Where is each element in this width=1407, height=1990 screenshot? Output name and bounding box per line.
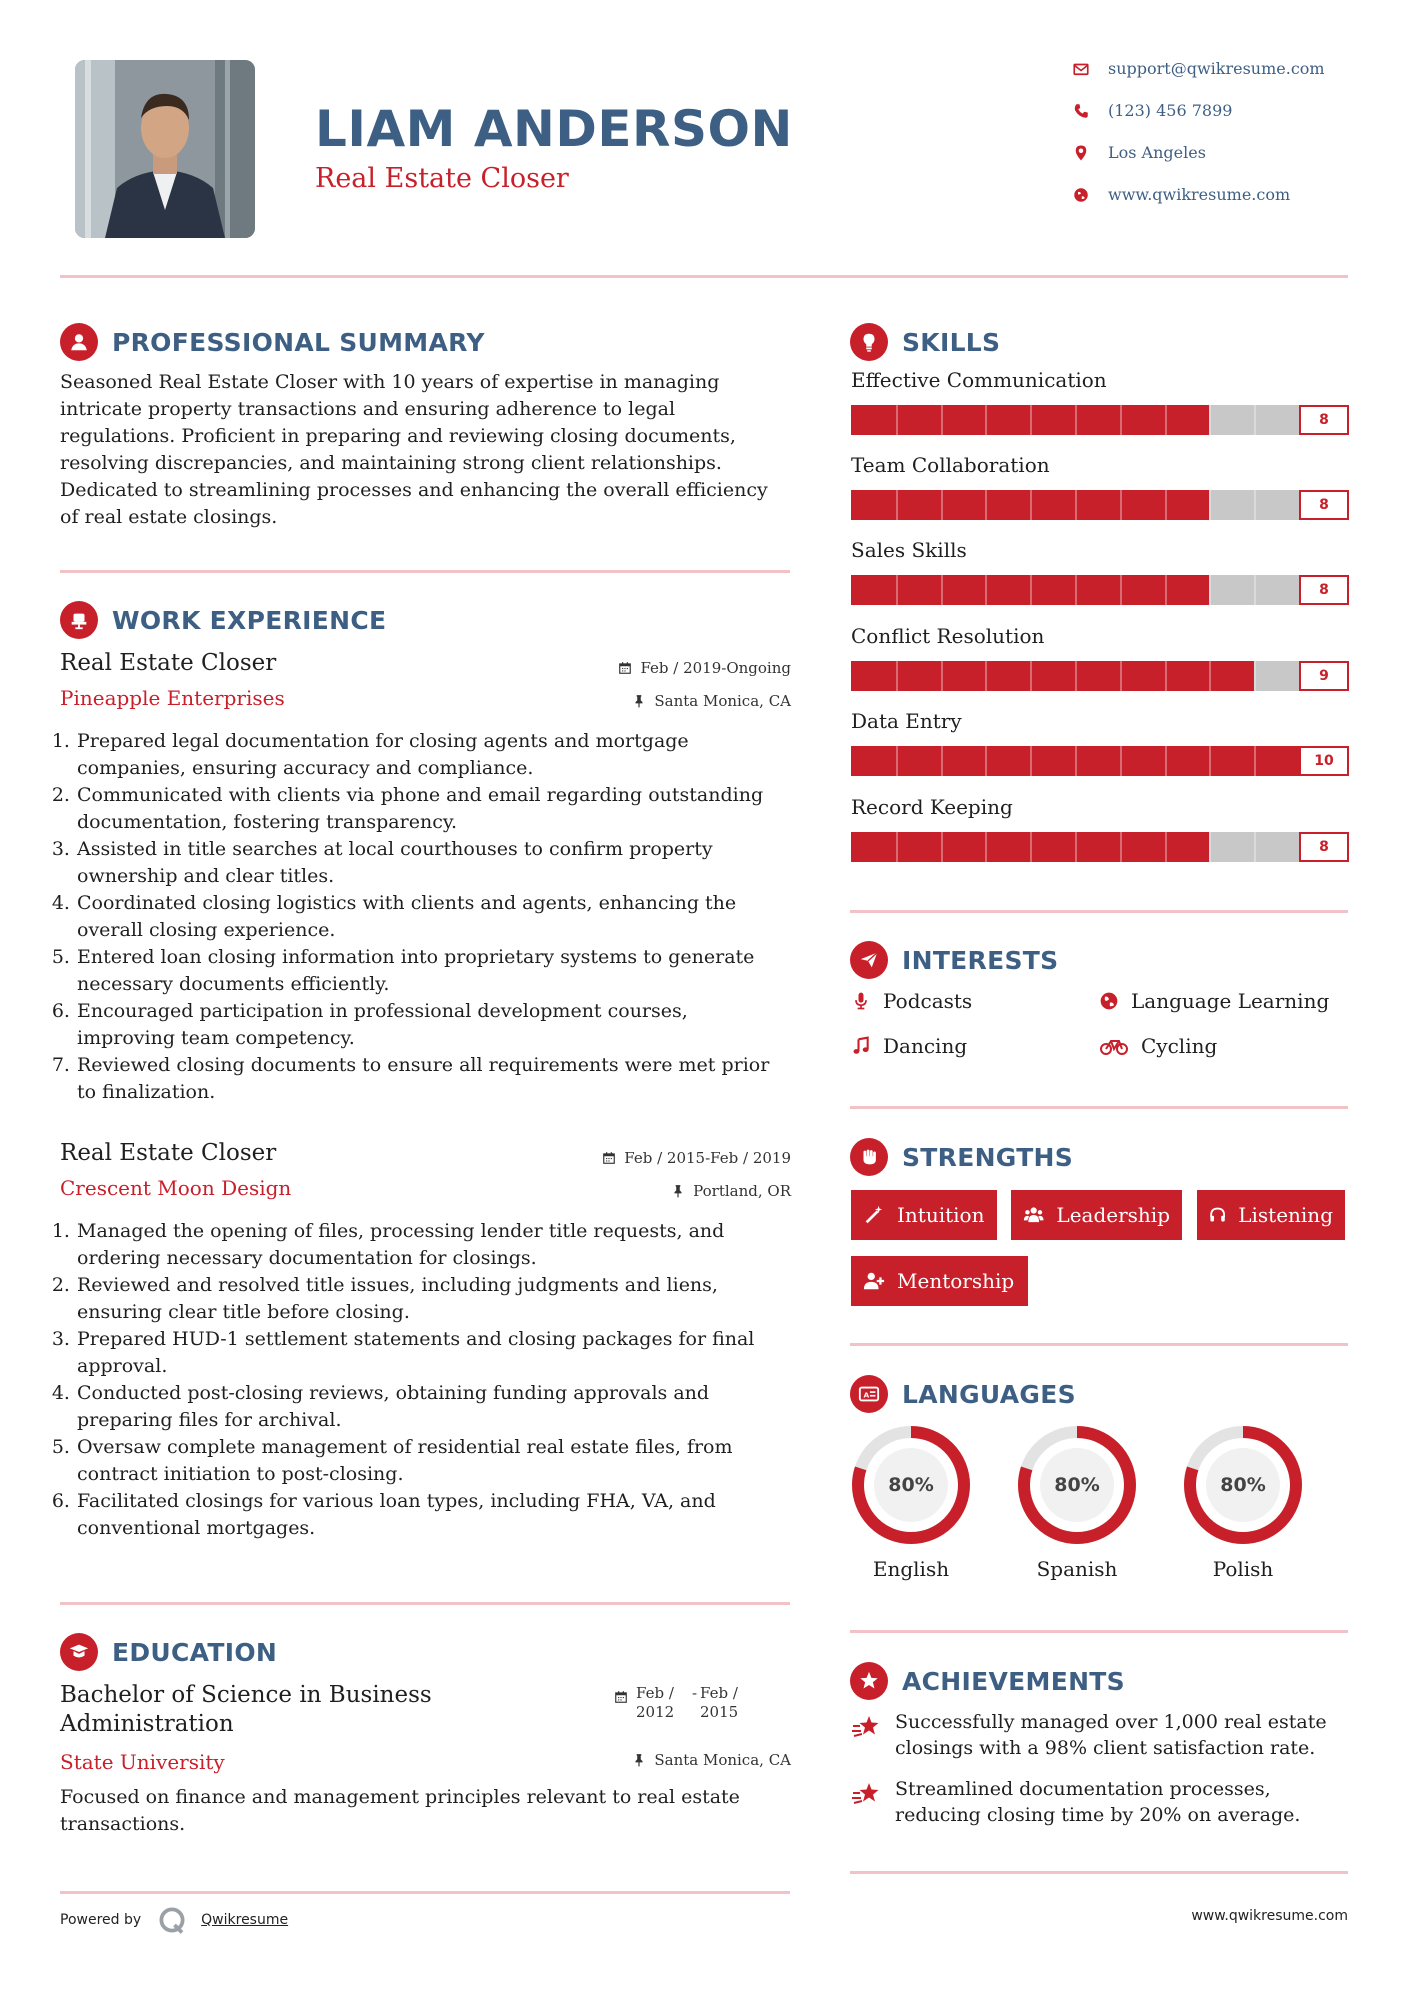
- skill-bar-segment: [941, 575, 943, 605]
- language-spanish: [1015, 1423, 1139, 1581]
- map-pin-icon: [1072, 144, 1090, 162]
- skill-bar-segment: [1120, 490, 1122, 520]
- skill-item: [851, 624, 1349, 709]
- strength-intuition: Intuition: [851, 1190, 997, 1240]
- skill-bar-segment: [1030, 832, 1032, 862]
- job-1-location: Santa Monica, CA: [560, 692, 791, 710]
- skill-bar: [851, 405, 1349, 435]
- skill-bar-segment: [985, 490, 987, 520]
- experience-divider: [60, 1602, 790, 1605]
- skill-bar-segment: [985, 746, 987, 776]
- achievement-item: Successfully managed over 1,000 real estate closings with a 98% client satisfaction rate.: [851, 1709, 1348, 1761]
- skill-bar-segment: [941, 490, 943, 520]
- contact-location: [1072, 143, 1206, 162]
- job-2-location: Portland, OR: [560, 1182, 791, 1200]
- headphones-icon: [1209, 1204, 1226, 1226]
- skill-bar-segment: [985, 405, 987, 435]
- skill-bar-segment: [1165, 490, 1167, 520]
- language-name: Spanish: [1036, 1557, 1118, 1581]
- skill-bar-segment: [985, 575, 987, 605]
- strengths-heading: STRENGTHS: [850, 1138, 1073, 1176]
- contact-website[interactable]: [1072, 185, 1290, 204]
- skill-bar-segment: [1030, 575, 1032, 605]
- skill-bar: [851, 575, 1349, 605]
- contact-phone[interactable]: [1072, 101, 1232, 120]
- skill-bar-segment: [1075, 832, 1077, 862]
- contact-location-text: Los Angeles: [1108, 143, 1206, 162]
- skill-bar-segment: [1209, 575, 1211, 605]
- skill-bar: [851, 661, 1349, 691]
- list-item: 4. Conducted post-closing reviews, obtaining funding approvals and preparing files for archival.: [76, 1380, 788, 1434]
- list-item: 3. Prepared HUD-1 settlement statements and closing packages for final approval.: [76, 1326, 788, 1380]
- language-level: 80%: [1220, 1474, 1266, 1496]
- user-plus-icon: [863, 1270, 885, 1292]
- skill-bar-segment: [1209, 832, 1211, 862]
- contact-email[interactable]: [1072, 59, 1325, 78]
- interest-language-learning: Language Learning: [1099, 989, 1329, 1013]
- skills-divider: [850, 910, 1348, 913]
- skill-score: 8: [1299, 405, 1349, 435]
- skill-bar-segment: [1209, 746, 1211, 776]
- achievement-item: Streamlined documentation processes, reducing closing time by 20% on average.: [851, 1776, 1348, 1828]
- skill-bar-segment: [1075, 490, 1077, 520]
- job-2-duties: [58, 1218, 788, 1542]
- strength-mentorship: Mentorship: [851, 1256, 1028, 1306]
- skill-bar-segment: [941, 832, 943, 862]
- skill-item: [851, 795, 1349, 880]
- skill-bar-segment: [1165, 575, 1167, 605]
- skill-bar-segment: [1165, 746, 1167, 776]
- skill-bar-segment: [1254, 832, 1256, 862]
- star-badge-icon: [850, 1662, 888, 1700]
- experience-heading: WORK EXPERIENCE: [60, 601, 386, 639]
- education-start: Feb / 2012: [636, 1684, 675, 1721]
- skill-label: Record Keeping: [851, 795, 1013, 819]
- education-dates: [614, 1684, 750, 1722]
- skill-bar-segment: [896, 746, 898, 776]
- skill-score: 8: [1299, 832, 1349, 862]
- header-divider: [60, 275, 1348, 278]
- languages-divider: [850, 1630, 1348, 1633]
- skill-label: Sales Skills: [851, 538, 967, 562]
- envelope-icon: [1072, 60, 1090, 78]
- skill-bar-segment: [1120, 832, 1122, 862]
- education-school: State University: [60, 1750, 225, 1774]
- skill-bar-segment: [1209, 490, 1211, 520]
- briefcase-icon: [60, 601, 98, 639]
- summary-heading: PROFESSIONAL SUMMARY: [60, 323, 485, 361]
- skill-bar-segment: [1120, 661, 1122, 691]
- skill-item: [851, 453, 1349, 538]
- strength-listening: Listening: [1197, 1190, 1345, 1240]
- user-circle-icon: [60, 323, 98, 361]
- education-heading: EDUCATION: [60, 1633, 277, 1671]
- skill-bar-segment: [941, 405, 943, 435]
- interest-podcasts: Podcasts: [851, 989, 972, 1013]
- list-item: 2. Reviewed and resolved title issues, including judgments and liens, ensuring clear title before closing.: [76, 1272, 788, 1326]
- list-item: 1. Managed the opening of files, processing lender title requests, and ordering necessary documentation for closings.: [76, 1218, 788, 1272]
- globe-icon: [1099, 991, 1119, 1011]
- candidate-name: LIAM ANDERSON: [315, 100, 793, 158]
- skill-bar-segment: [1165, 661, 1167, 691]
- graduation-icon: [60, 1633, 98, 1671]
- skill-bar-segment: [1165, 405, 1167, 435]
- footer-website[interactable]: www.qwikresume.com: [1191, 1908, 1348, 1924]
- skill-bar-segment: [1120, 575, 1122, 605]
- skill-score: 8: [1299, 490, 1349, 520]
- skill-bar-segment: [1120, 746, 1122, 776]
- calendar-icon: [618, 661, 632, 675]
- list-item: 5. Oversaw complete management of residential real estate files, from contract initiation to post-closing.: [76, 1434, 788, 1488]
- users-icon: [1023, 1204, 1044, 1226]
- skill-item: [851, 709, 1349, 795]
- microphone-icon: [851, 991, 871, 1011]
- job-2-dates: Feb / 2015-Feb / 2019: [560, 1149, 791, 1167]
- skill-bar-segment: [1165, 832, 1167, 862]
- skills-list: [851, 368, 1349, 880]
- svg-text:A: A: [863, 1390, 870, 1400]
- interests-heading: INTERESTS: [850, 941, 1058, 979]
- profile-photo: [75, 60, 255, 238]
- interests-divider: [850, 1106, 1348, 1109]
- pushpin-icon: [671, 1184, 685, 1198]
- skill-bar-segment: [896, 405, 898, 435]
- fist-icon: [850, 1138, 888, 1176]
- achievements-divider: [850, 1871, 1348, 1874]
- skill-bar-segment: [1209, 405, 1211, 435]
- skill-bar-segment: [1030, 405, 1032, 435]
- list-item: 7. Reviewed closing documents to ensure all requirements were met prior to finalization.: [76, 1052, 788, 1106]
- language-level: 80%: [1054, 1474, 1100, 1496]
- skill-bar: [851, 746, 1349, 776]
- skill-item: [851, 368, 1349, 453]
- skill-bar-segment: [1075, 746, 1077, 776]
- footer-brand-link[interactable]: Qwikresume: [201, 1912, 289, 1928]
- skill-bar-fill: [851, 661, 1254, 691]
- skill-label: Effective Communication: [851, 368, 1107, 392]
- skill-bar-segment: [1254, 746, 1256, 776]
- strengths-divider: [850, 1343, 1348, 1346]
- skill-bar-segment: [1209, 661, 1211, 691]
- list-item: 4. Coordinated closing logistics with clients and agents, enhancing the overall closing experience.: [76, 890, 788, 944]
- skill-bar-segment: [1254, 490, 1256, 520]
- language-ring: [1015, 1423, 1139, 1547]
- list-item: 6. Facilitated closings for various loan types, including FHA, VA, and conventional mortgages.: [76, 1488, 788, 1542]
- interest-cycling: Cycling: [1099, 1034, 1217, 1058]
- skill-item: [851, 538, 1349, 624]
- pushpin-icon: [632, 694, 646, 708]
- skill-score: 10: [1299, 746, 1349, 776]
- skill-bar-segment: [941, 746, 943, 776]
- globe-icon: [1072, 186, 1090, 204]
- shooting-star-icon: [851, 1712, 881, 1742]
- skill-bar-segment: [985, 832, 987, 862]
- summary-text: Seasoned Real Estate Closer with 10 years of expertise in managing intricate property transactions and ensuring adherence to legal regulations. Proficient in preparing and reviewing closing documents, resolving discrepancies, and maintaining strong client relationships. Dedicated to streamlining processes and enhancing the overall efficiency of real estate closings.: [60, 371, 768, 528]
- job-1-duties: [58, 728, 788, 1106]
- skill-bar-segment: [1075, 575, 1077, 605]
- skill-bar: [851, 832, 1349, 862]
- skill-bar-segment: [1120, 405, 1122, 435]
- skills-heading: SKILLS: [850, 323, 1000, 361]
- list-item: 3. Assisted in title searches at local courthouses to confirm property ownership and clear titles.: [76, 836, 788, 890]
- skill-bar-segment: [1030, 661, 1032, 691]
- music-note-icon: [851, 1036, 871, 1056]
- powered-by-text: Powered by: [60, 1912, 142, 1928]
- skill-bar-segment: [985, 661, 987, 691]
- calendar-icon: [614, 1690, 628, 1704]
- magic-wand-icon: [863, 1204, 885, 1226]
- calendar-icon: [602, 1151, 616, 1165]
- skill-bar-segment: [896, 575, 898, 605]
- list-item: 6. Encouraged participation in professional development courses, improving team competency.: [76, 998, 788, 1052]
- summary-divider: [60, 570, 790, 573]
- education-divider: [60, 1891, 790, 1894]
- education-description: Focused on finance and management principles relevant to real estate transactions.: [60, 1786, 740, 1835]
- contact-email-text: support@qwikresume.com: [1108, 59, 1325, 78]
- phone-icon: [1072, 102, 1090, 120]
- contact-phone-text: (123) 456 7899: [1108, 101, 1233, 120]
- skill-label: Data Entry: [851, 709, 962, 733]
- paper-plane-icon: [850, 941, 888, 979]
- languages-heading: A LANGUAGES: [850, 1375, 1076, 1413]
- skill-bar-segment: [1254, 405, 1256, 435]
- interest-dancing: Dancing: [851, 1034, 967, 1058]
- lightbulb-icon: [850, 323, 888, 361]
- job-1-company: Pineapple Enterprises: [60, 686, 285, 710]
- translate-icon: [850, 1375, 888, 1413]
- language-name: Polish: [1212, 1557, 1274, 1581]
- language-level: 80%: [888, 1474, 934, 1496]
- contact-website-text: www.qwikresume.com: [1108, 185, 1291, 204]
- bicycle-icon: [1099, 1036, 1129, 1056]
- shooting-star-icon: [851, 1779, 881, 1809]
- skill-bar: [851, 490, 1349, 520]
- skill-bar-segment: [1254, 575, 1256, 605]
- language-ring: [849, 1423, 973, 1547]
- skill-bar-segment: [896, 490, 898, 520]
- education-degree: Bachelor of Science in Business Administration: [60, 1682, 432, 1737]
- list-item: 2. Communicated with clients via phone and email regarding outstanding documentation, fostering transparency.: [76, 782, 788, 836]
- skill-bar-segment: [1030, 490, 1032, 520]
- job-2-title: Real Estate Closer: [60, 1140, 277, 1166]
- skill-bar-segment: [1254, 661, 1256, 691]
- job-2-company: Crescent Moon Design: [60, 1176, 292, 1200]
- skill-score: 8: [1299, 575, 1349, 605]
- job-1-dates: Feb / 2019-Ongoing: [560, 659, 791, 677]
- language-name: English: [872, 1557, 950, 1581]
- skill-bar-segment: [941, 661, 943, 691]
- skill-bar-segment: [1030, 746, 1032, 776]
- skill-score: 9: [1299, 661, 1349, 691]
- skill-bar-segment: [1075, 661, 1077, 691]
- achievements-heading: ACHIEVEMENTS: [850, 1662, 1125, 1700]
- skill-label: Team Collaboration: [851, 453, 1050, 477]
- education-end: Feb / 2015: [700, 1684, 739, 1721]
- skill-bar-segment: [1075, 405, 1077, 435]
- education-location: Santa Monica, CA: [560, 1751, 791, 1769]
- candidate-role: Real Estate Closer: [315, 163, 569, 194]
- date-separator: -: [692, 1684, 698, 1702]
- footer-powered: [60, 1905, 288, 1935]
- job-1-title: Real Estate Closer: [60, 650, 277, 676]
- language-english: [849, 1423, 973, 1581]
- skill-bar-segment: [896, 832, 898, 862]
- list-item: 5. Entered loan closing information into proprietary systems to generate necessary documents efficiently.: [76, 944, 788, 998]
- list-item: 1. Prepared legal documentation for closing agents and mortgage companies, ensuring accuracy and compliance.: [76, 728, 788, 782]
- strength-leadership: Leadership: [1011, 1190, 1182, 1240]
- skill-bar-segment: [896, 661, 898, 691]
- pushpin-icon: [632, 1753, 646, 1767]
- skill-label: Conflict Resolution: [851, 624, 1045, 648]
- language-polish: [1181, 1423, 1305, 1581]
- qwikresume-logo-icon: [157, 1905, 187, 1935]
- language-ring: [1181, 1423, 1305, 1547]
